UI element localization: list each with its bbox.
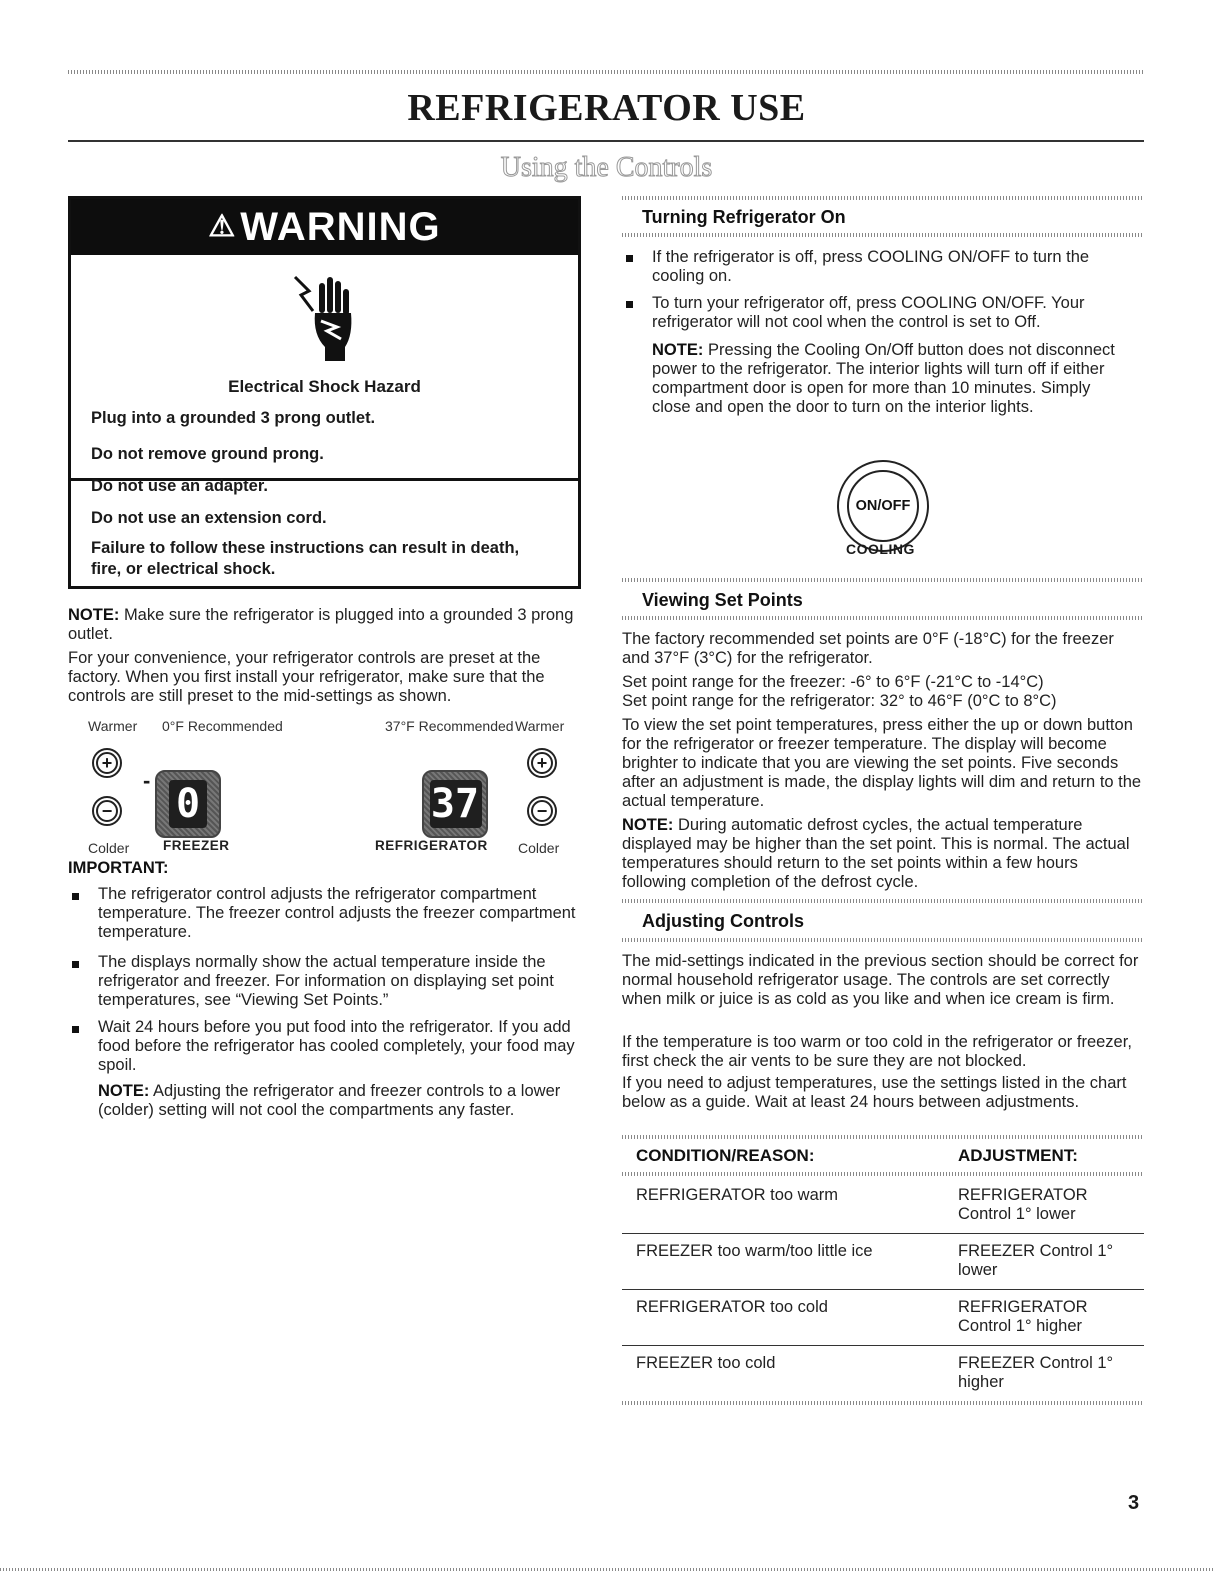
minus-icon: − [96,800,118,822]
freezer-warmer-button[interactable] [92,748,122,778]
chart-col1-header: CONDITION/REASON: [636,1146,815,1165]
turning-on-heading: Turning Refrigerator On [642,207,846,227]
chart-row-2-adjustment-1: FREEZER Control 1° [958,1242,1114,1260]
chart-col2-header: ADJUSTMENT: [958,1146,1078,1165]
important-bullet-2: The displays normally show the actual temperature inside the refrigerator and freezer. For information on displaying set point temperatures, see “Viewing Set Points.” [98,953,554,1009]
adjusting-p3: If you need to adjust temperatures, use the settings listed in the chart below as a guide. Wait at least 24 hours between adjustments. [622,1074,1127,1111]
chart-row-4-adjustment-1: FREEZER Control 1° [958,1354,1114,1372]
warning-line-1: Plug into a grounded 3 prong outlet. [91,409,376,427]
viewing-p2b: Set point range for the refrigerator: 32° to 46°F (0°C to 8°C) [622,692,1057,710]
warning-header [71,199,578,255]
freezer-colder-label: Colder [88,840,130,856]
warning-line-2: Do not remove ground prong. [91,445,324,463]
freezer-label: FREEZER [163,838,230,853]
bullet [72,1026,79,1033]
minus-icon: − [531,800,553,822]
viewing-note [622,816,1144,892]
page-title: REFRIGERATOR USE [407,87,806,129]
heading-rule [622,233,1144,237]
chart-row-rule [622,1345,1144,1346]
heading-rule [622,578,1144,582]
note-label: NOTE: [622,816,674,834]
chart-bottom-rule [622,1401,1144,1405]
title-rule [68,140,1144,142]
chart-row-4-adjustment-2: higher [958,1373,1004,1391]
adjusting-p1: The mid-settings indicated in the previous section should be correct for normal household refrigerator usage. The controls are set correctly when milk or juice is as cold as you like and when ice cream is firm. [622,952,1139,1008]
fridge-warmer-button[interactable] [527,748,557,778]
chart-row-3-adjustment-2: Control 1° higher [958,1317,1082,1335]
preset-paragraph: For your convenience, your refrigerator controls are preset at the factory. When you first install your refrigerator, make sure that the controls are still preset to the mid-settings as shown. [68,649,545,705]
page-number: 3 [1128,1492,1140,1514]
heading-rule [622,899,1144,903]
freezer-colder-button[interactable] [92,796,122,826]
bottom-dotted-rule [0,1568,1213,1571]
warning-box [68,196,581,589]
freezer-recommended-label: 0°F Recommended [162,718,283,734]
warning-line-3: Do not use an adapter. [91,477,268,495]
viewing-p2a: Set point range for the freezer: -6° to 6°F (-21°C to -14°C) [622,673,1044,691]
chart-row-1-adjustment-1: REFRIGERATOR [958,1186,1088,1204]
fridge-display-value: 37 [430,781,480,827]
electrical-shock-icon [281,265,361,365]
fridge-recommended-label: 37°F Recommended [385,718,514,734]
hazard-title: Electrical Shock Hazard [228,377,421,396]
fridge-warmer-label: Warmer [515,718,565,734]
chart-top-rule [622,1135,1144,1139]
cooling-label: COOLING [846,541,915,557]
heading-rule [622,938,1144,942]
turning-note [652,341,1127,417]
chart-row-3-condition: REFRIGERATOR too cold [636,1298,828,1316]
warning-header-label: WARNING [240,205,441,249]
fridge-display [422,770,488,838]
bullet [626,301,633,308]
left-note [68,606,578,644]
adjusting-p2: If the temperature is too warm or too cold in the refrigerator or freezer, first check the air vents to be sure they are not blocked. [622,1033,1132,1070]
warning-line-4: Do not use an extension cord. [91,509,327,527]
section-title: Using the Controls [500,152,713,183]
bullet [72,893,79,900]
dash-mark: - [143,768,151,793]
chart-row-2-condition: FREEZER too warm/too little ice [636,1242,873,1260]
adjusting-heading: Adjusting Controls [642,911,804,931]
bullet [626,255,633,262]
chart-row-4-condition: FREEZER too cold [636,1354,776,1372]
bullet [72,961,79,968]
note-label: NOTE: [68,606,120,624]
turning-bullet-2: To turn your refrigerator off, press COOLING ON/OFF. Your refrigerator will not cool when the control is set to Off. [652,294,1085,331]
warning-consequence-1: Failure to follow these instructions can result in death, [91,539,520,557]
cooling-onoff-button[interactable] [837,460,929,552]
plus-icon: + [96,752,118,774]
important-bullet-1: The refrigerator control adjusts the refrigerator compartment temperature. The freezer control adjusts the freezer compartment temperature. [98,885,576,941]
freezer-warmer-label: Warmer [88,718,138,734]
chart-row-3-adjustment-1: REFRIGERATOR [958,1298,1088,1316]
onoff-label: ON/OFF [855,498,911,514]
fridge-label: REFRIGERATOR [375,838,488,853]
turning-bullet-1: If the refrigerator is off, press COOLING ON/OFF to turn the cooling on. [652,248,1090,285]
chart-row-1-condition: REFRIGERATOR too warm [636,1186,839,1204]
fridge-colder-label: Colder [518,840,560,856]
important-note [98,1082,568,1120]
freezer-display [155,770,221,838]
fridge-colder-button[interactable] [527,796,557,826]
note-text: Make sure the refrigerator is plugged into a grounded 3 prong outlet. [68,606,574,643]
note-text: Pressing the Cooling On/Off button does not disconnect power to the refrigerator. The interior lights will turn off if either compartment door is open for more than 10 minutes. Simply close and open the door to turn on the interior lights. [652,341,1115,416]
note-label: NOTE: [652,341,704,359]
viewing-p1: The factory recommended set points are 0°F (-18°C) for the freezer and 37°F (3°C) for the refrigerator. [622,630,1114,667]
chart-header-rule [622,1172,1144,1176]
heading-rule [622,616,1144,620]
important-bullet-3: Wait 24 hours before you put food into the refrigerator. If you add food before the refrigerator has cooled completely, your food may spoil. [98,1018,575,1074]
note-text: Adjusting the refrigerator and freezer controls to a lower (colder) setting will not cool the compartments any faster. [98,1082,561,1119]
top-dotted-rule [68,70,1144,74]
important-label: IMPORTANT: [68,859,169,877]
note-label: NOTE: [98,1082,150,1100]
chart-row-rule [622,1233,1144,1234]
onoff-ring [847,470,919,542]
viewing-heading: Viewing Set Points [642,590,803,610]
note-text: During automatic defrost cycles, the actual temperature displayed may be higher than the set point. This is normal. The actual temperatures should return to the set points within a few hours following completion of the defrost cycle. [622,816,1130,891]
viewing-p3: To view the set point temperatures, press either the up or down button for the refrigerator or freezer temperature. The display will become brighter to indicate that you are viewing the set points. Five seconds after an adjustment is made, the display lights will dim and return to the actual temperature. [622,716,1142,810]
warning-triangle-icon: ⚠ [208,210,237,243]
chart-row-1-adjustment-2: Control 1° lower [958,1205,1076,1223]
freezer-display-value: 0 [175,781,201,827]
heading-rule [622,196,1144,200]
chart-row-rule [622,1289,1144,1290]
chart-row-2-adjustment-2: lower [958,1261,998,1279]
plus-icon: + [531,752,553,774]
warning-consequence-2: fire, or electrical shock. [91,560,276,578]
